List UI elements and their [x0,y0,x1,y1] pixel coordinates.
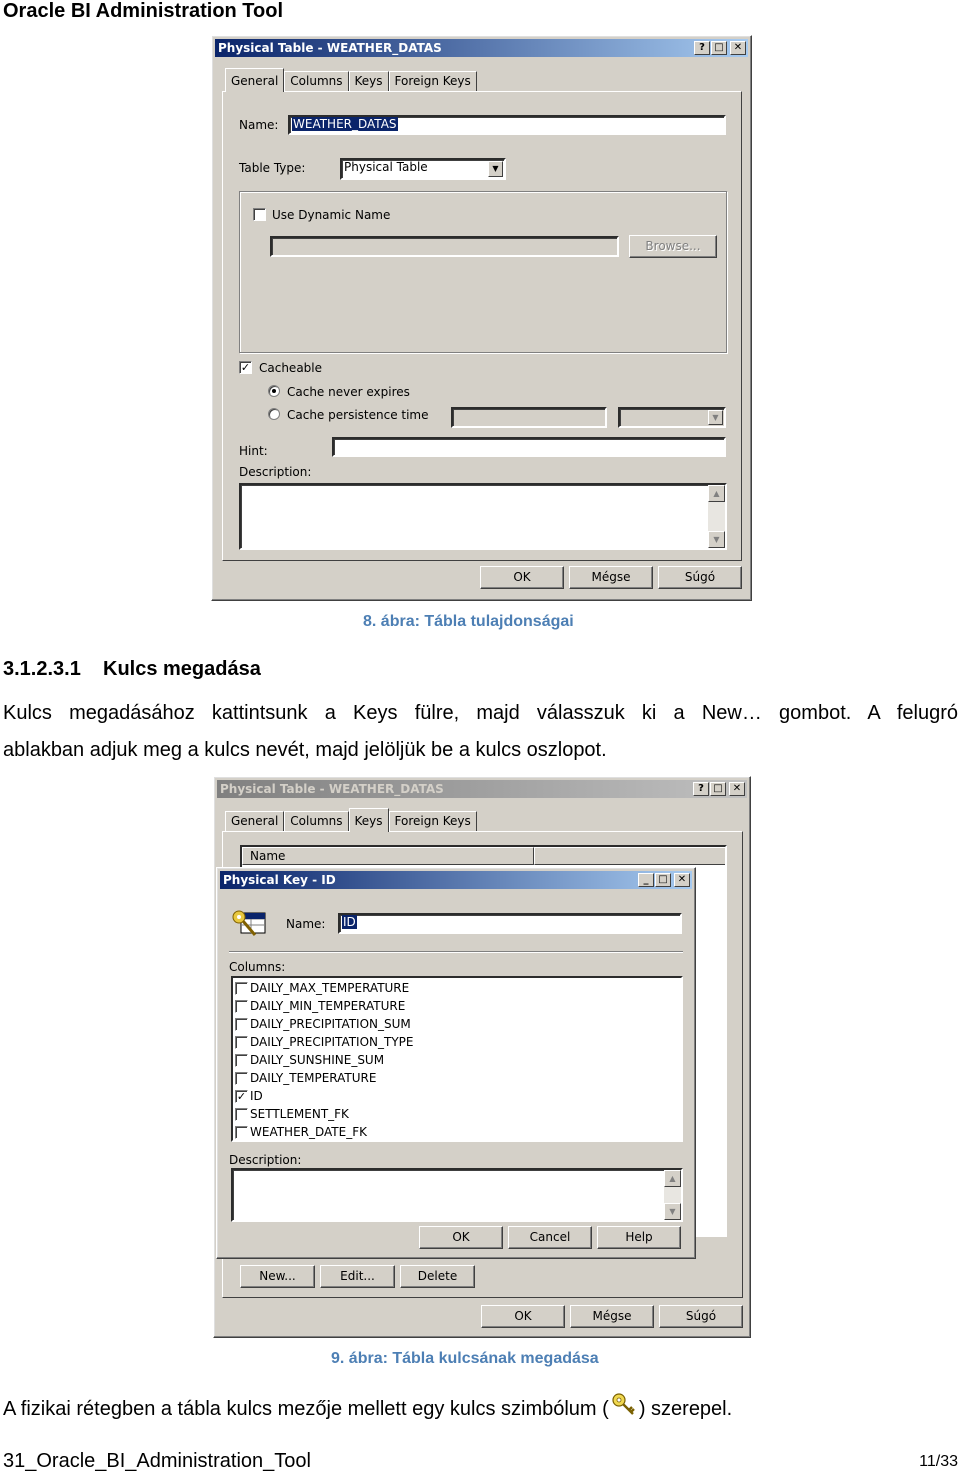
name-field[interactable]: WEATHER_DATAS [288,115,726,135]
scroll-up-icon[interactable]: ▲ [664,1170,681,1187]
cache-persistence-label: Cache persistence time [287,408,429,422]
chevron-down-icon: ▼ [708,410,723,425]
cancel-button[interactable]: Mégse [570,1305,654,1328]
key-help-button[interactable]: Help [597,1226,681,1249]
cache-time-field[interactable] [451,407,607,428]
ok-button[interactable]: OK [480,566,564,589]
column-checkbox[interactable]: ✓ [236,1090,247,1103]
key-description-scrollbar[interactable] [664,1170,681,1220]
use-dynamic-name-label: Use Dynamic Name [272,208,391,222]
use-dynamic-name-checkbox[interactable] [253,208,266,221]
cache-never-expires-radio[interactable] [268,385,280,397]
figure-caption-9: 9. ábra: Tábla kulcsának megadása [331,1350,599,1367]
document-title: Oracle BI Administration Tool [3,0,284,22]
maximize-icon[interactable]: □ [711,41,727,55]
dialog-titlebar [220,871,692,889]
empty-column-header[interactable] [534,847,727,865]
scroll-down-icon[interactable]: ▼ [664,1203,681,1220]
tab-keys[interactable]: Keys [349,71,389,91]
column-name: DAILY_SUNSHINE_SUM [250,1053,385,1067]
column-checkbox[interactable] [235,1018,248,1031]
column-name: DAILY_MIN_TEMPERATURE [250,999,406,1013]
footer-page-number: 11/33 [919,1453,958,1470]
column-list-item[interactable] [233,1123,681,1141]
close-icon[interactable]: ✕ [674,873,690,887]
physical-key-dialog [216,867,696,1259]
key-columns-list[interactable] [231,976,683,1142]
cacheable-checkbox[interactable]: ✓ [240,361,251,374]
tab-columns[interactable]: Columns [284,811,348,831]
column-checkbox[interactable] [235,1072,248,1085]
maximize-icon[interactable]: □ [655,873,671,887]
column-checkbox[interactable] [235,1036,248,1049]
help-button[interactable]: Súgó [658,566,742,589]
cache-never-expires-label: Cache never expires [287,385,410,399]
section-heading [3,658,261,681]
description-textarea[interactable] [239,483,727,550]
cancel-button[interactable]: Mégse [569,566,653,589]
table-type-label: Table Type: [239,161,306,175]
tab-general[interactable]: General [225,811,284,831]
scroll-up-icon[interactable]: ▲ [708,485,725,502]
key-ok-button[interactable]: OK [419,1226,503,1249]
dialog-title: Physical Key - ID [223,873,336,887]
column-name: DAILY_TEMPERATURE [250,1071,377,1085]
table-type-select[interactable]: Physical Table ▼ [340,158,506,180]
description-label: Description: [239,465,312,479]
help-button[interactable]: Súgó [659,1305,743,1328]
column-checkbox[interactable] [235,1126,248,1139]
column-name: SETTLEMENT_FK [250,1107,349,1121]
column-list-item[interactable] [233,1105,681,1123]
column-checkbox[interactable] [235,982,248,995]
scroll-down-icon[interactable]: ▼ [708,531,725,548]
column-checkbox[interactable] [235,1108,248,1121]
column-checkbox[interactable] [235,1000,248,1013]
key-symbol-icon [611,1392,637,1418]
paragraph-line-1: Kulcs megadásához kattintsunk a Keys fülre, majd válasszuk ki a New… gombot. A felugró [3,702,958,724]
close-icon[interactable]: ✕ [730,41,746,55]
columns-label: Columns: [229,960,286,974]
column-list-item[interactable] [233,1069,681,1087]
dialog-title: Physical Table - WEATHER_DATAS [220,782,444,796]
ok-button[interactable]: OK [481,1305,565,1328]
section-title: Kulcs megadása [103,658,261,680]
dynamic-name-field[interactable] [270,236,619,257]
tab-foreign-keys[interactable]: Foreign Keys [389,71,477,91]
footer-filename: 31_Oracle_BI_Administration_Tool [3,1450,311,1472]
new-key-button[interactable]: New... [240,1265,315,1288]
hint-field[interactable] [332,437,726,457]
column-name: DAILY_PRECIPITATION_SUM [250,1017,411,1031]
close-icon[interactable]: ✕ [729,782,745,796]
maximize-icon[interactable]: □ [710,782,726,796]
name-column-header[interactable]: Name [242,847,534,865]
physical-table-dialog [211,35,752,601]
tab-keys[interactable]: Keys [349,808,389,832]
minimize-icon[interactable]: _ [638,873,654,887]
key-description-textarea[interactable] [231,1168,683,1222]
help-icon[interactable]: ? [694,41,710,55]
column-list-item[interactable] [233,1051,681,1069]
cacheable-label: Cacheable [259,361,323,375]
paragraph-key-symbol [3,1391,732,1428]
paragraph-key-text-before: A fizikai rétegben a tábla kulcs mezője mellett egy kulcs szimbólum ( [3,1398,609,1420]
edit-key-button[interactable]: Edit... [320,1265,395,1288]
separator [229,951,683,953]
column-name: DAILY_MAX_TEMPERATURE [250,981,410,995]
hint-label: Hint: [239,444,268,458]
column-name: ID [250,1089,263,1103]
tab-columns[interactable]: Columns [284,71,348,91]
name-label: Name: [239,118,279,132]
column-checkbox[interactable] [235,1054,248,1067]
paragraph-line-2: ablakban adjuk meg a kulcs nevét, majd jelöljük be a kulcs oszlopot. [3,739,607,761]
key-description-label: Description: [229,1153,302,1167]
column-name: DAILY_PRECIPITATION_TYPE [250,1035,414,1049]
physical-key-icon [229,905,269,941]
cache-unit-select[interactable] [618,407,726,428]
key-name-field[interactable]: ID [338,913,682,934]
delete-key-button[interactable]: Delete [400,1265,475,1288]
chevron-down-icon: ▼ [488,161,503,177]
dialog-titlebar [215,39,748,57]
section-number: 3.1.2.3.1 [3,658,81,680]
key-cancel-button[interactable]: Cancel [508,1226,592,1249]
column-list-item[interactable] [233,997,681,1015]
description-scrollbar[interactable] [708,485,725,548]
paragraph-key-text-after: ) szerepel. [638,1398,733,1420]
cache-persistence-radio[interactable] [268,408,280,420]
dialog-titlebar [217,780,747,798]
tab-general[interactable]: General [225,68,284,92]
column-list-item[interactable] [233,1033,681,1051]
dialog-title: Physical Table - WEATHER_DATAS [218,41,442,55]
browse-button[interactable]: Browse... [629,235,717,258]
column-list-item[interactable] [233,1015,681,1033]
key-name-label: Name: [286,917,326,931]
column-list-item[interactable] [233,979,681,997]
column-name: WEATHER_DATE_FK [250,1125,367,1139]
help-icon[interactable]: ? [693,782,709,796]
figure-caption-8: 8. ábra: Tábla tulajdonságai [363,613,574,630]
column-list-item[interactable] [233,1087,681,1105]
tab-foreign-keys[interactable]: Foreign Keys [389,811,477,831]
